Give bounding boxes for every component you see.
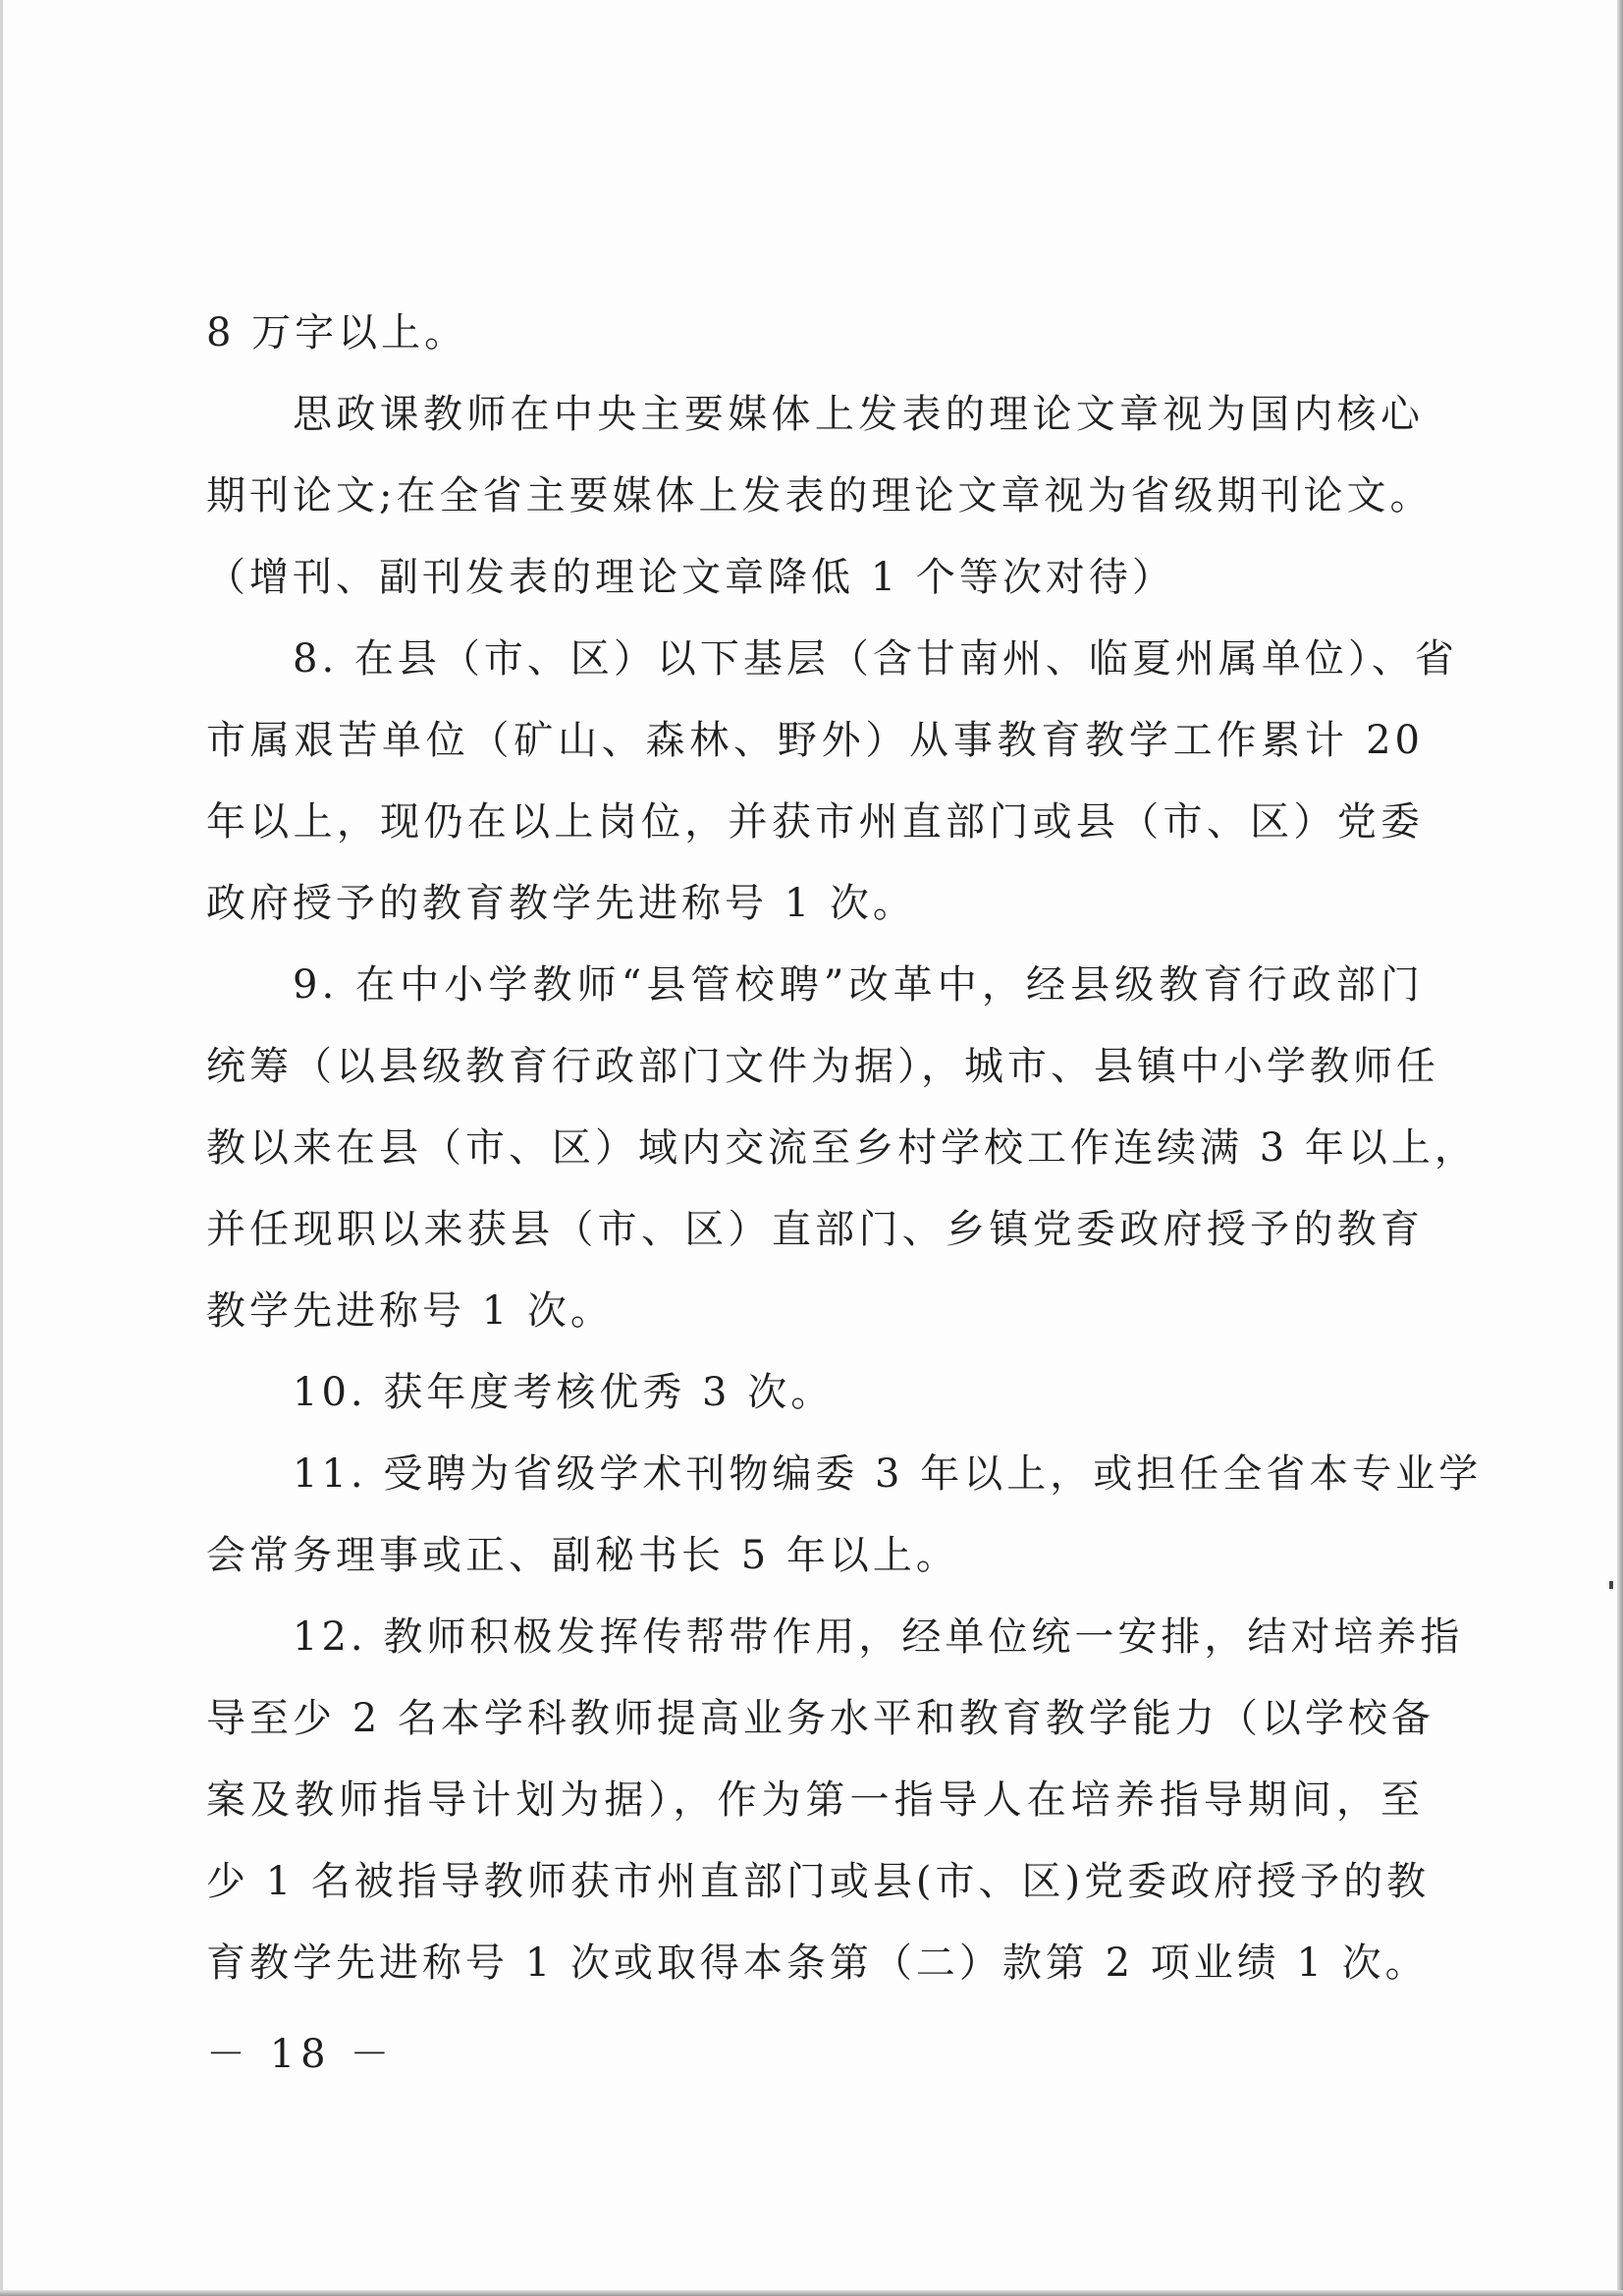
text-line: 期刊论文;在全省主要媒体上发表的理论文章视为省级期刊论文。 <box>206 473 1434 519</box>
text-line: 案及教师指导计划为据），作为第一指导人在培养指导期间，至 <box>206 1777 1424 1823</box>
body-text <box>206 293 1483 2004</box>
text-line: 年以上，现仍在以上岗位，并获市州直部门或县（市、区）党委 <box>206 799 1424 845</box>
text-line: 9. 在中小学教师“县管校聘”改革中，经县级教育行政部门 <box>293 962 1424 1008</box>
text-line: 会常务理事或正、副秘书长 5 年以上。 <box>206 1533 959 1578</box>
text-line: 并任现职以来获县（市、区）直部门、乡镇党委政府授予的教育 <box>206 1207 1424 1252</box>
text-line: 统筹（以县级教育行政部门文件为据），城市、县镇中小学教师任 <box>206 1044 1439 1089</box>
text-line: 市属艰苦单位（矿山、森林、野外）从事教育教学工作累计 20 <box>206 718 1424 763</box>
text-line: 教学先进称号 1 次。 <box>206 1288 614 1334</box>
text-line: 12. 教师积极发挥传帮带作用，经单位统一安排，结对培养指 <box>293 1614 1464 1660</box>
text-line: 8 万字以上。 <box>206 310 468 355</box>
text-line: 导至少 2 名本学科教师提高业务水平和教育教学能力（以学校备 <box>206 1696 1434 1741</box>
scan-edge-left <box>0 0 3 2296</box>
text-line: 10. 获年度考核优秀 3 次。 <box>293 1370 835 1415</box>
page-number: － 18 － <box>206 2032 396 2077</box>
margin-mark <box>1609 1581 1613 1589</box>
text-line: 政府授予的教育教学先进称号 1 次。 <box>206 881 916 926</box>
scan-edge-bottom <box>0 2290 1623 2296</box>
text-line: 育教学先进称号 1 次或取得本条第（二）款第 2 项业绩 1 次。 <box>206 1941 1429 1986</box>
text-line: 教以来在县（市、区）域内交流至乡村学校工作连续满 3 年以上， <box>206 1125 1478 1171</box>
text-line: 思政课教师在中央主要媒体上发表的理论文章视为国内核心 <box>293 392 1424 437</box>
text-line: （增刊、副刊发表的理论文章降低 1 个等次对待） <box>206 555 1175 600</box>
text-line: 11. 受聘为省级学术刊物编委 3 年以上，或担任全省本专业学 <box>293 1451 1483 1497</box>
text-line: 少 1 名被指导教师获市州直部门或县(市、区)党委政府授予的教 <box>206 1859 1431 1904</box>
scan-edge-right <box>1617 0 1623 2296</box>
text-line: 8. 在县（市、区）以下基层（含甘南州、临夏州属单位）、省 <box>293 636 1458 682</box>
